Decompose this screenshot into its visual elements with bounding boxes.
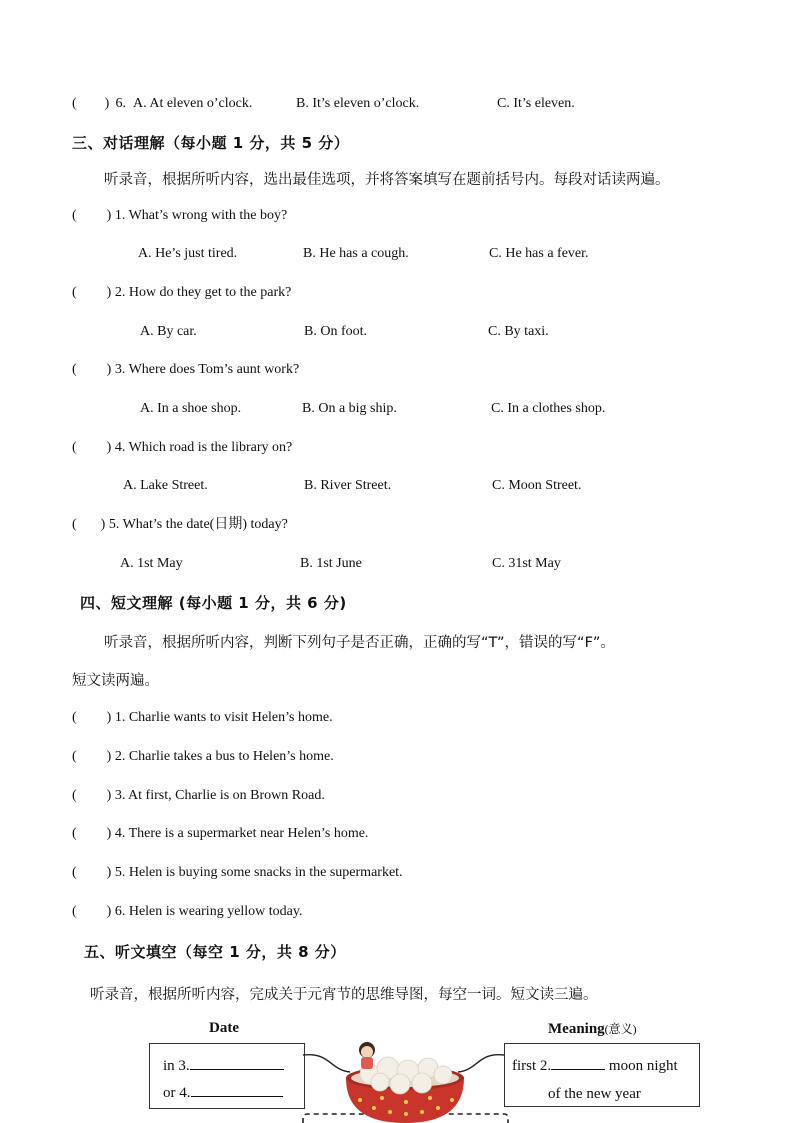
question-stem: ) 1. Charlie wants to visit Helen’s home. [106, 710, 333, 725]
section-4-instruction-cont: 短文读两遍。 [72, 673, 159, 689]
option-c: C. 31st May [492, 556, 561, 571]
meaning-title-en: Meaning [548, 1021, 605, 1037]
section-3-title: 三、对话理解（每小题 1 分，共 5 分） [72, 134, 350, 152]
answer-paren[interactable]: ( [72, 517, 77, 532]
dumpling [434, 1066, 452, 1084]
tangyuan-bowl-illustration [340, 1038, 470, 1123]
question-stem: ) 6. Helen is wearing yellow today. [106, 904, 303, 919]
dumpling [390, 1074, 410, 1094]
option-a: A. Lake Street. [123, 478, 208, 493]
date-line-2-label: or 4. [163, 1085, 191, 1101]
option-a: A. By car. [140, 324, 197, 339]
meaning-line-2: of the new year [548, 1086, 641, 1102]
answer-paren[interactable]: ( [72, 904, 77, 919]
date-title: Date [209, 1020, 239, 1036]
question-stem: ) 5. Helen is buying some snacks in the supermarket. [106, 865, 403, 880]
answer-paren[interactable]: ( [72, 285, 77, 300]
girl-face [361, 1046, 373, 1058]
question-stem: ) 3. At first, Charlie is on Brown Road. [106, 788, 325, 803]
date-line-1-label: in 3. [163, 1058, 190, 1074]
option-b: B. On a big ship. [302, 401, 397, 416]
option-c: C. Moon Street. [492, 478, 582, 493]
question-stem: ) 1. What’s wrong with the boy? [106, 208, 288, 223]
option-a: A. He’s just tired. [138, 246, 238, 261]
section-3-instruction: 听录音，根据所听内容，选出最佳选项，并将答案填写在题前括号内。每段对话读两遍。 [104, 172, 670, 188]
question-stem: ) 4. There is a supermarket near Helen’s home. [106, 826, 369, 841]
option-c: C. It’s eleven. [497, 96, 575, 111]
answer-paren[interactable]: ( ) [72, 96, 110, 111]
section-4-instruction: 听录音，根据所听内容，判断下列句子是否正确，正确的写“T”，错误的写“F”。 [104, 635, 615, 651]
question-number: 6. [115, 96, 126, 111]
option-b: B. It’s eleven o’clock. [296, 96, 420, 111]
option-a: A. In a shoe shop. [140, 401, 242, 416]
girl-body [361, 1057, 373, 1069]
answer-paren[interactable]: ( [72, 749, 77, 764]
question-stem: ) 3. Where does Tom’s aunt work? [106, 362, 300, 377]
section-5-title: 五、听文填空（每空 1 分，共 8 分） [84, 943, 346, 961]
option-c: C. By taxi. [488, 324, 549, 339]
answer-paren[interactable]: ( [72, 710, 77, 725]
option-b: B. River Street. [304, 478, 392, 493]
option-c: C. In a clothes shop. [491, 401, 606, 416]
answer-paren[interactable]: ( [72, 826, 77, 841]
option-a: A. 1st May [120, 556, 183, 571]
answer-paren[interactable]: ( [72, 865, 77, 880]
answer-paren[interactable]: ( [72, 788, 77, 803]
option-c: C. He has a fever. [489, 246, 589, 261]
answer-paren[interactable]: ( [72, 440, 77, 455]
section-5-instruction: 听录音，根据所听内容，完成关于元宵节的思维导图，每空一词。短文读三遍。 [90, 987, 598, 1003]
meaning-title-cn: (意义) [604, 1022, 637, 1036]
answer-paren[interactable]: ( [72, 208, 77, 223]
dumpling [412, 1073, 432, 1093]
question-stem: ) 2. How do they get to the park? [106, 285, 292, 300]
dumpling [371, 1073, 389, 1091]
option-b: B. On foot. [304, 324, 367, 339]
section-4-title: 四、短文理解 (每小题 1 分，共 6 分) [80, 594, 347, 612]
question-stem: ) 4. Which road is the library on? [106, 440, 293, 455]
meaning-line-1-rest: moon night [608, 1058, 678, 1074]
question-stem: ) 2. Charlie takes a bus to Helen’s home. [106, 749, 334, 764]
answer-paren[interactable]: ( [72, 362, 77, 377]
option-a: A. At eleven o’clock. [133, 96, 253, 111]
option-b: B. He has a cough. [303, 246, 409, 261]
question-stem: ) 5. What’s the date(日期) today? [100, 517, 288, 532]
meaning-line-1-label: first 2. [512, 1058, 552, 1074]
option-b: B. 1st June [300, 556, 362, 571]
